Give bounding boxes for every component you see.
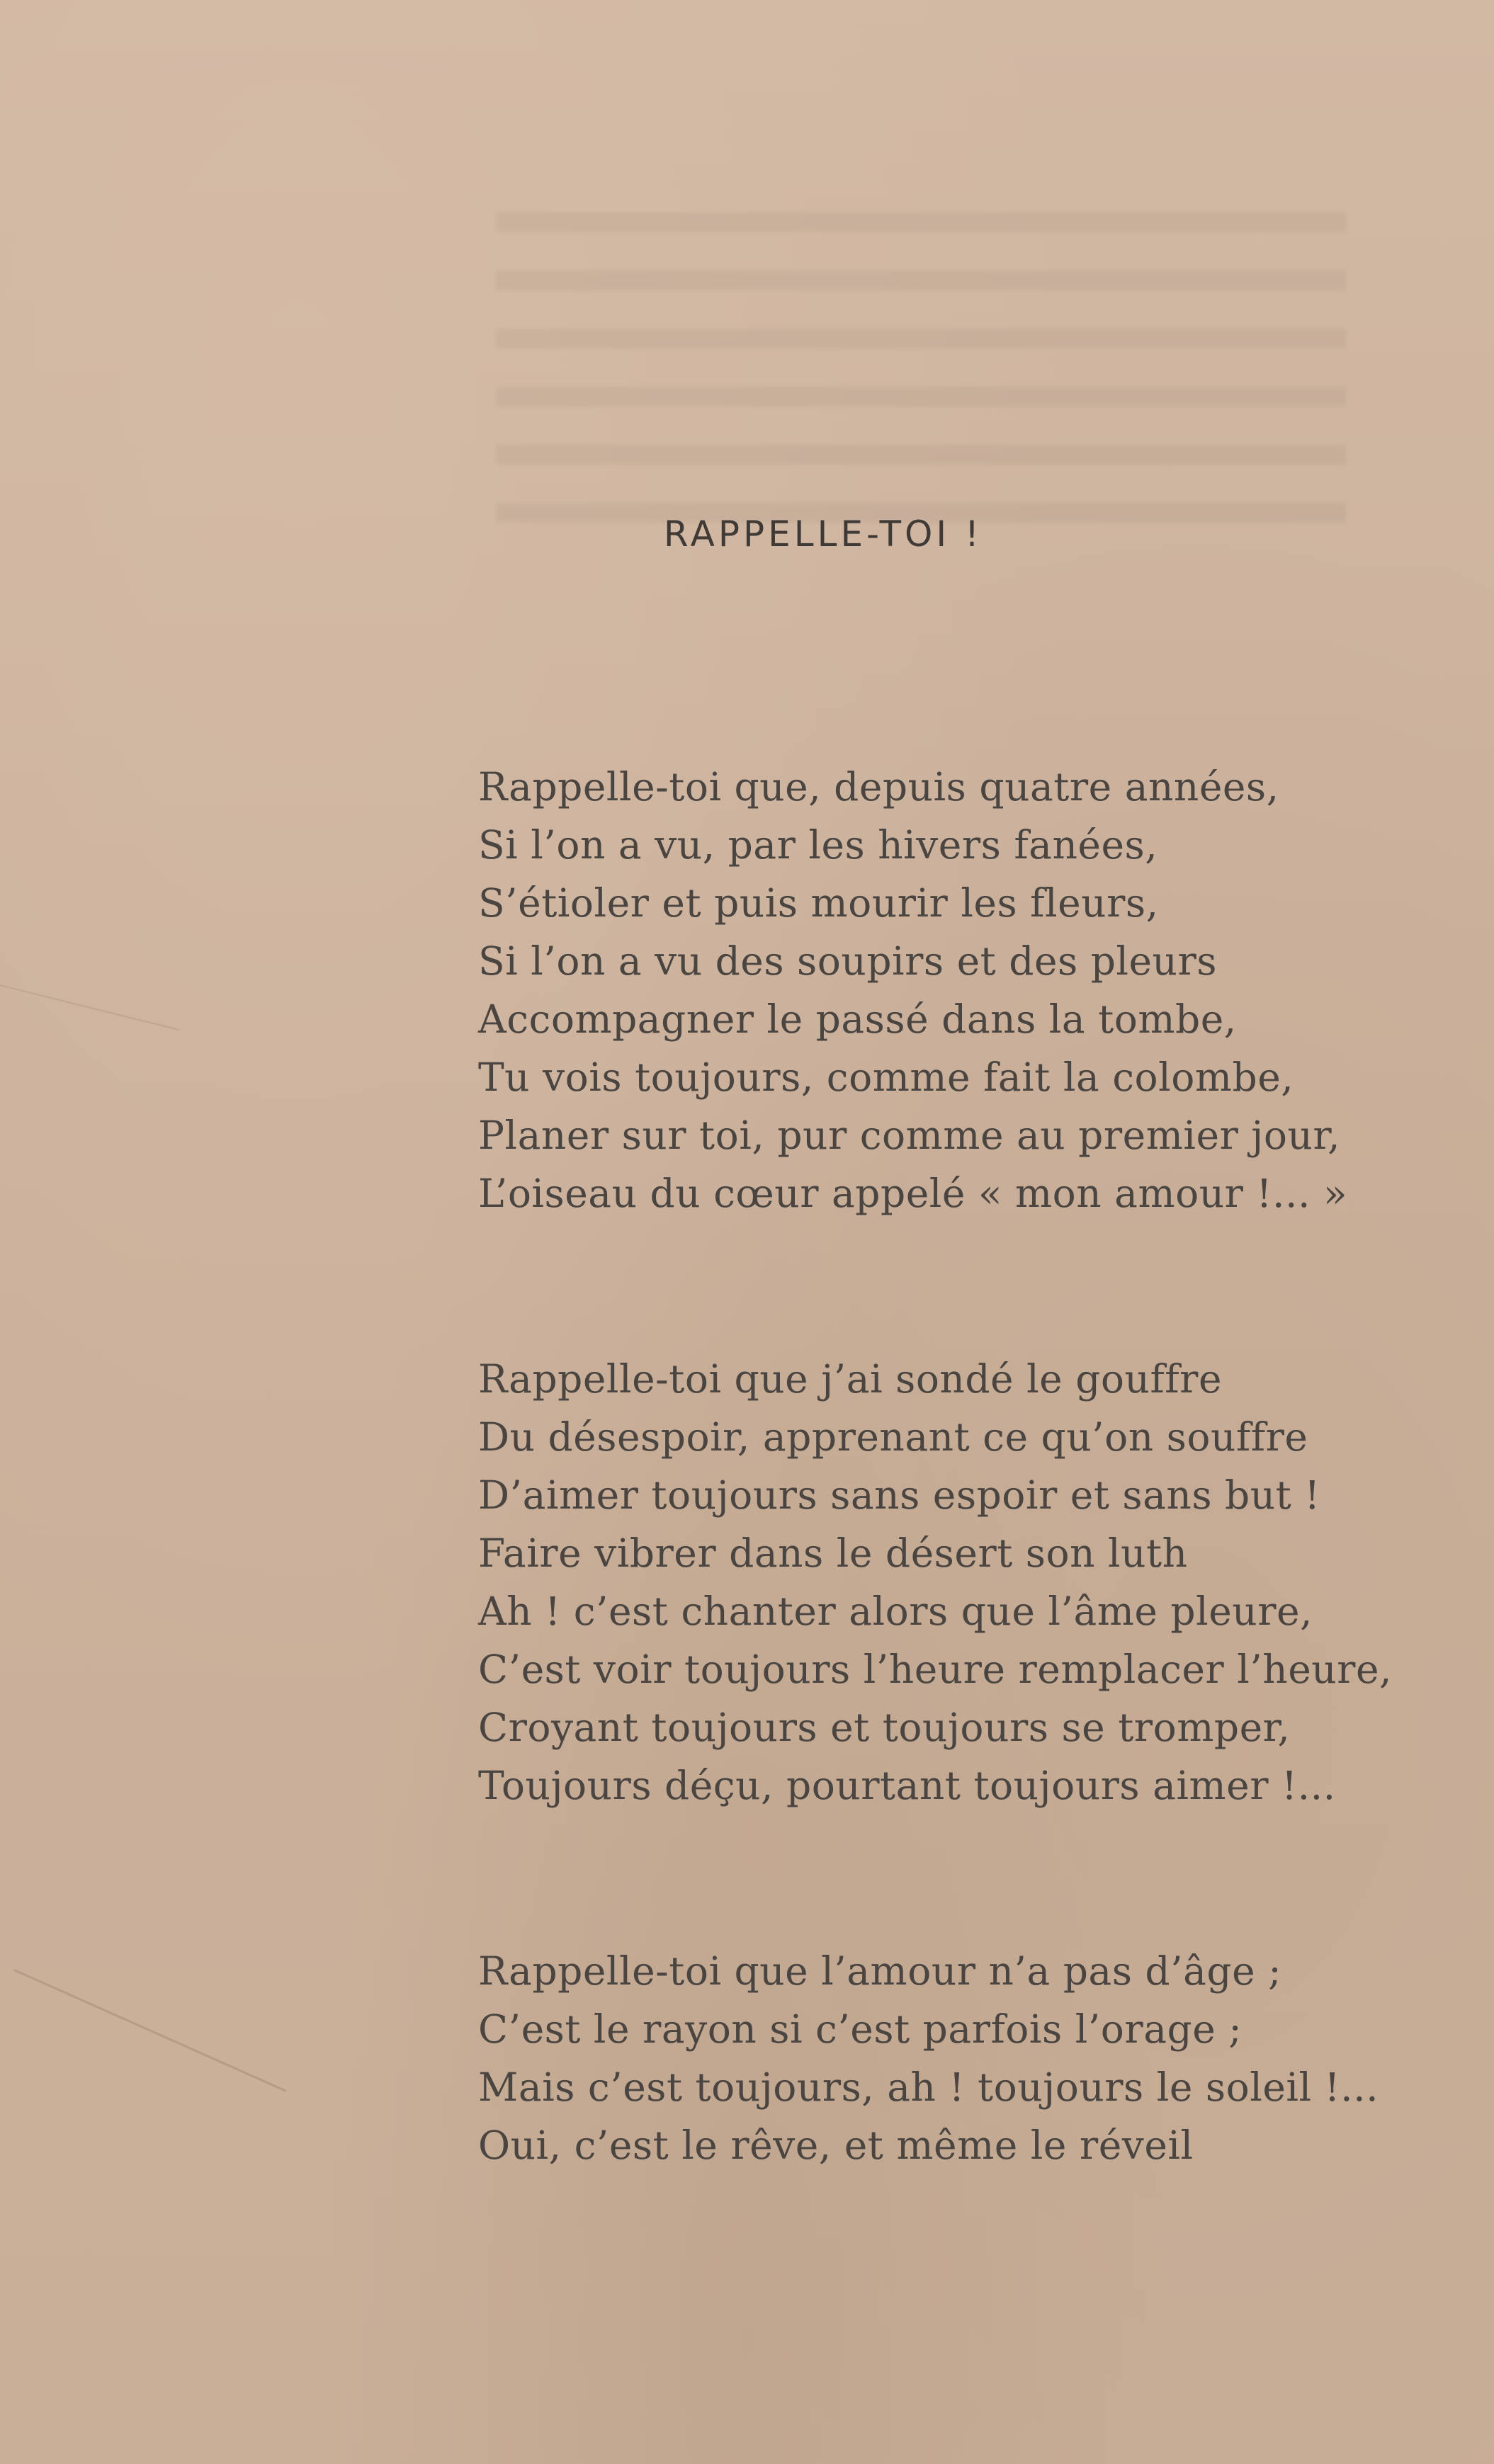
verse-line: Du désespoir, apprenant ce qu’on souffre (478, 1414, 1308, 1460)
verse-line: Mais c’est toujours, ah ! toujours le soleil !... (478, 2065, 1379, 2110)
verse-line: Rappelle-toi que, depuis quatre années, (478, 764, 1279, 810)
stanza-3 (478, 1942, 1420, 2174)
verse-line: Planer sur toi, pur comme au premier jour, (478, 1113, 1341, 1158)
verse-line: Ah ! c’est chanter alors que l’âme pleure, (478, 1589, 1313, 1634)
verse-line: Tu vois toujours, comme fait la colombe, (478, 1055, 1294, 1100)
verse-line: Si l’on a vu, par les hivers fanées, (478, 822, 1158, 868)
stanza-1 (478, 758, 1420, 1222)
stanza-2 (478, 1350, 1420, 1815)
verse-line: S’étioler et puis mourir les fleurs, (478, 880, 1159, 926)
verse-line: Croyant toujours et toujours se tromper, (478, 1705, 1291, 1750)
verse-line: C’est le rayon si c’est parfois l’orage ; (478, 2006, 1243, 2052)
poem-title-container (0, 513, 1494, 555)
verse-line: Oui, c’est le rêve, et même le réveil (478, 2123, 1194, 2168)
verse-line: Faire vibrer dans le désert son luth (478, 1531, 1188, 1576)
verse-line: L’oiseau du cœur appelé « mon amour !... » (478, 1171, 1348, 1216)
verse-line: Rappelle-toi que j’ai sondé le gouffre (478, 1356, 1223, 1402)
show-through-bleed (496, 212, 1346, 552)
verse-line: Toujours déçu, pourtant toujours aimer !... (478, 1763, 1336, 1808)
verse-line: Rappelle-toi que l’amour n’a pas d’âge ; (478, 1948, 1282, 1994)
poem-body (478, 758, 1420, 2174)
verse-line: C’est voir toujours l’heure remplacer l’heure, (478, 1647, 1392, 1692)
paper-crease (13, 1969, 286, 2092)
verse-line: D’aimer toujours sans espoir et sans but ! (478, 1472, 1320, 1518)
verse-line: Si l’on a vu des soupirs et des pleurs (478, 938, 1217, 984)
paper-crease (0, 984, 179, 1031)
verse-line: Accompagner le passé dans la tombe, (478, 997, 1237, 1042)
poem-title: RAPPELLE-TOI ! (663, 513, 983, 555)
